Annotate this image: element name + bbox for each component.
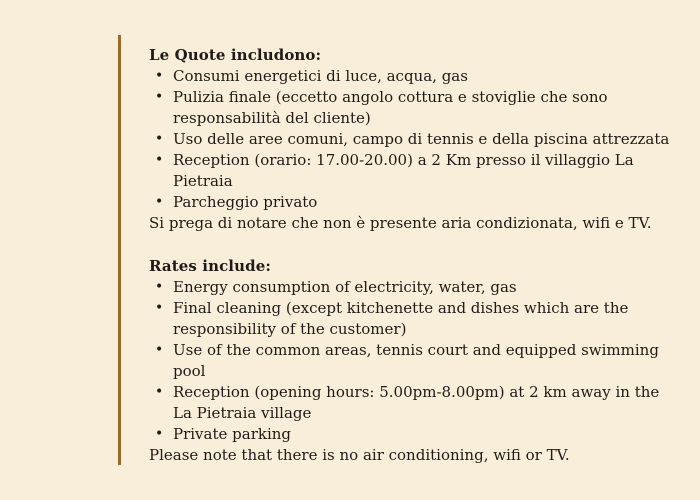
italian-inclusion-item-4	[149, 150, 678, 192]
italian-inclusion-item-4-text: Reception (orario: 17.00-20.00) a 2 Km presso il villaggio La Pietraia	[173, 151, 634, 190]
english-inclusion-item-2-text: Final cleaning (except kitchenette and dishes which are the responsibility of the customer)	[173, 299, 629, 338]
english-section	[149, 256, 678, 466]
english-inclusion-item-1: • Energy consumption of electricity, water, gas	[149, 277, 678, 298]
italian-inclusions-list	[149, 66, 678, 213]
italian-inclusion-item-2-text: Pulizia finale (eccetto angolo cottura e stoviglie che sono responsabilità del cliente)	[173, 88, 608, 127]
english-note: Please note that there is no air conditioning, wifi or TV.	[149, 446, 570, 464]
english-inclusion-item-4-text: Reception (opening hours: 5.00pm-8.00pm) at 2 km away in the La Pietraia village	[173, 383, 660, 422]
italian-inclusion-item-2	[149, 87, 678, 129]
italian-section	[149, 45, 678, 234]
english-inclusion-item-5: • Private parking	[149, 424, 678, 445]
english-inclusion-item-3-text: Use of the common areas, tennis court and equipped swimming pool	[173, 341, 659, 380]
english-inclusion-item-3	[149, 340, 678, 382]
italian-inclusion-item-3: • Uso delle aree comuni, campo di tennis e della piscina attrezzata	[149, 129, 678, 150]
english-inclusion-item-2	[149, 298, 678, 340]
italian-inclusion-item-1: • Consumi energetici di luce, acqua, gas	[149, 66, 678, 87]
italian-section-title: Le Quote includono:	[149, 46, 322, 64]
english-section-title: Rates include:	[149, 257, 271, 275]
content-panel	[118, 35, 678, 465]
english-inclusion-item-4	[149, 382, 678, 424]
italian-note: Si prega di notare che non è presente aria condizionata, wifi e TV.	[149, 214, 652, 232]
english-inclusions-list	[149, 277, 678, 445]
italian-inclusion-item-5: • Parcheggio privato	[149, 192, 678, 213]
